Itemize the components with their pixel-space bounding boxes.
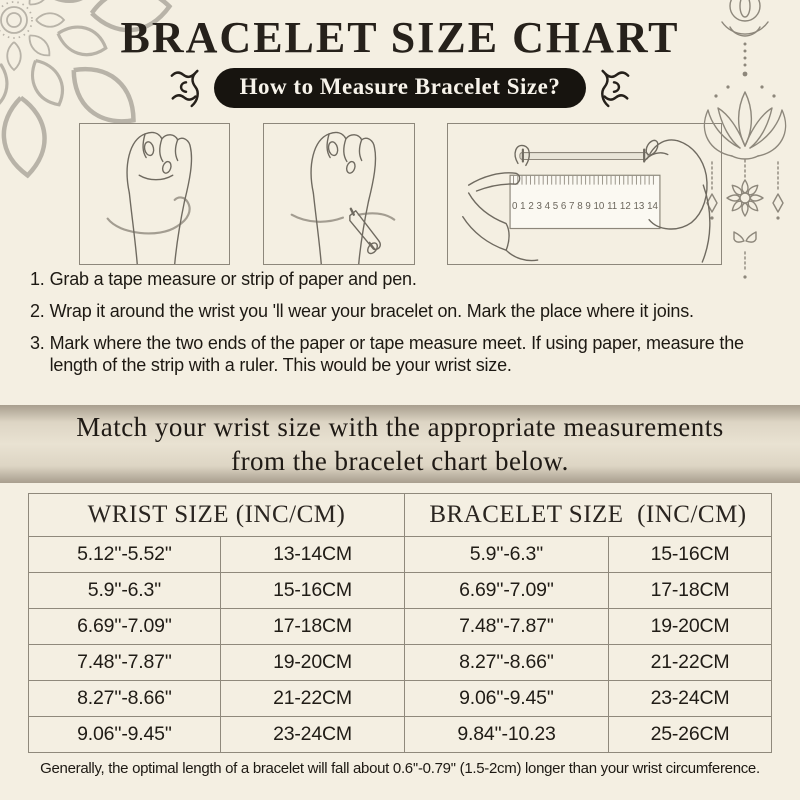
hand-with-pen-drawing — [264, 124, 414, 264]
page-title: BRACELET SIZE CHART — [120, 13, 680, 62]
table-cell: 9.06''-9.45'' — [404, 680, 608, 716]
table-cell: 6.69''-7.09'' — [29, 608, 220, 644]
step-text: Wrap it around the wrist you 'll wear your bracelet on. Mark the place where it joins. — [49, 301, 694, 321]
illustration-wrap-tape — [79, 123, 230, 265]
table-cell: 21-22CM — [608, 644, 771, 680]
size-table — [28, 493, 772, 753]
table-cell: 8.27''-8.66'' — [404, 644, 608, 680]
table-cell: 5.12''-5.52'' — [29, 536, 220, 572]
instruction-step-3 — [30, 332, 775, 376]
table-cell: 23-24CM — [608, 680, 771, 716]
instruction-list — [30, 268, 775, 386]
instruction-step-1 — [30, 268, 775, 290]
table-cell: 17-18CM — [220, 608, 404, 644]
table-cell: 6.69''-7.09'' — [404, 572, 608, 608]
table-cell: 9.84''-10.23 — [404, 716, 608, 752]
subtitle-row — [0, 66, 800, 110]
step-number: 3. — [30, 333, 45, 353]
table-cell: 15-16CM — [220, 572, 404, 608]
table-cell: 5.9''-6.3'' — [404, 536, 608, 572]
table-cell: 8.27''-8.66'' — [29, 680, 220, 716]
match-size-banner — [0, 405, 800, 483]
ruler-numbers: 0 1 2 3 4 5 6 7 8 9 10 11 12 13 14 — [512, 200, 659, 212]
banner-line-2: from the bracelet chart below. — [231, 446, 569, 476]
table-cell: 19-20CM — [220, 644, 404, 680]
hand-with-tape-drawing — [80, 124, 229, 264]
table-cell: 17-18CM — [608, 572, 771, 608]
table-cell: 7.48''-7.87'' — [29, 644, 220, 680]
instruction-step-2 — [30, 300, 775, 322]
table-cell: 15-16CM — [608, 536, 771, 572]
table-cell: 19-20CM — [608, 608, 771, 644]
table-cell: 5.9''-6.3'' — [29, 572, 220, 608]
table-cell: 21-22CM — [220, 680, 404, 716]
footnote: Generally, the optimal length of a bracelet will fall about 0.6''-0.79'' (1.5-2cm) longer than your wrist circumference. — [40, 760, 760, 777]
table-cell: 23-24CM — [220, 716, 404, 752]
banner-line-1: Match your wrist size with the appropriate measurements — [76, 412, 724, 442]
wrist-size-header: WRIST SIZE (INC/CM) — [87, 501, 346, 528]
table-cell: 25-26CM — [608, 716, 771, 752]
how-to-measure-pill: How to Measure Bracelet Size? — [214, 68, 587, 108]
bracelet-size-header: BRACELET SIZE (INC/CM) — [404, 494, 771, 536]
step-number: 2. — [30, 301, 45, 321]
table-cell: 7.48''-7.87'' — [404, 608, 608, 644]
step-text: Grab a tape measure or strip of paper and pen. — [49, 269, 417, 289]
illustration-measure-ruler — [447, 123, 722, 265]
step-number: 1. — [30, 269, 45, 289]
ruler-measuring-drawing — [448, 124, 721, 264]
squiggle-ornament-left-icon — [168, 66, 204, 110]
table-cell: 9.06''-9.45'' — [29, 716, 220, 752]
illustration-mark-join — [263, 123, 415, 265]
step-text: Mark where the two ends of the paper or tape measure meet. If using paper, measure the length of the strip with a ruler. This would be your wrist size. — [49, 333, 744, 375]
squiggle-ornament-right-icon — [596, 66, 632, 110]
table-cell: 13-14CM — [220, 536, 404, 572]
